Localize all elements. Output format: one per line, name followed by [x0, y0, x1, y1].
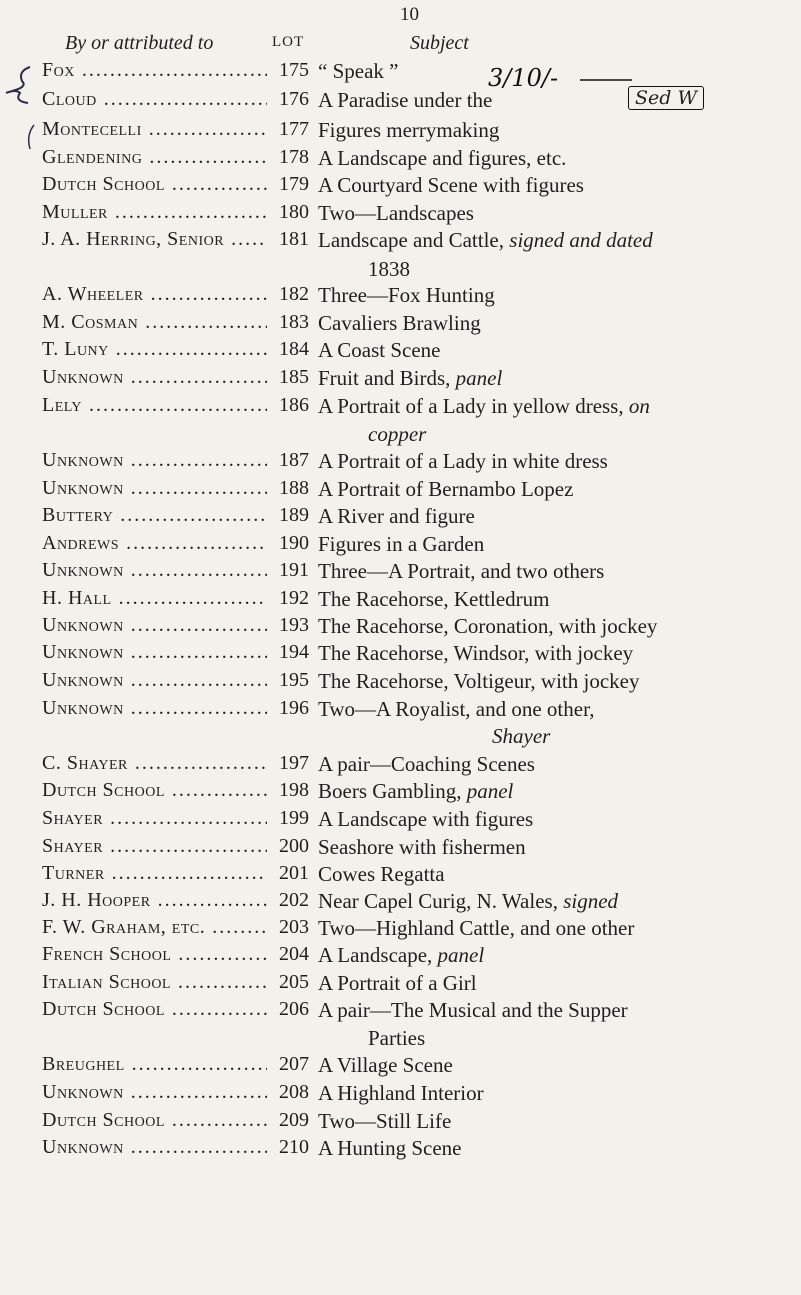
lot-number: 190	[279, 532, 309, 554]
lot-entry-208	[0, 1081, 801, 1103]
lot-entry-195	[0, 669, 801, 691]
artist-name: Unknown .....	[42, 366, 267, 389]
artist-name: Unknown .....	[42, 1081, 267, 1104]
lot-subject: A River and figure	[318, 504, 475, 528]
artist-name: Shayer .....	[42, 807, 267, 830]
lot-entry-183	[0, 311, 801, 333]
lot-number: 177	[279, 118, 309, 140]
lot-number: 196	[279, 697, 309, 719]
artist-name: M. Cosman .....	[42, 311, 267, 334]
lot-entry-189	[0, 504, 801, 526]
lot-entry-185	[0, 366, 801, 388]
lot-entry-206	[0, 998, 801, 1020]
artist-name: Unknown .....	[42, 477, 267, 500]
lot-entry-203	[0, 916, 801, 938]
lot-entry-191	[0, 559, 801, 581]
artist-name: Dutch School .....	[42, 998, 267, 1021]
lot-number: 181	[279, 228, 309, 250]
lot-entry-177	[0, 118, 801, 140]
artist-name: Muller .....	[42, 201, 267, 224]
lot-entry-188	[0, 477, 801, 499]
artist-name: Dutch School .....	[42, 779, 267, 802]
lot-entry-193	[0, 614, 801, 636]
artist-name: J. H. Hooper .....	[42, 889, 267, 912]
lot-subject-italic: on	[628, 394, 650, 418]
lot-subject: A Highland Interior	[318, 1081, 484, 1105]
lot-subject: Cavaliers Brawling	[318, 311, 481, 335]
lot-entry-181	[0, 228, 801, 250]
lot-subject: A Landscape and figures, etc.	[318, 146, 567, 170]
lot-subject: “ Speak ”	[318, 59, 399, 83]
lot-number: 189	[279, 504, 309, 526]
artist-name: Andrews .....	[42, 532, 267, 555]
lot-number: 179	[279, 173, 309, 195]
lot-subject: A Hunting Scene	[318, 1136, 462, 1160]
artist-name: Shayer .....	[42, 835, 267, 858]
lot-entry-175	[0, 59, 801, 81]
artist-name: French School .....	[42, 943, 267, 966]
artist-name: Montecelli .....	[42, 118, 267, 141]
lot-number: 188	[279, 477, 309, 499]
lot-subject: A Courtyard Scene with figures	[318, 173, 584, 197]
lot-number: 176	[279, 88, 309, 110]
lot-number: 199	[279, 807, 309, 829]
price-note-text: 3/10/-	[488, 64, 559, 92]
lot-entry-199	[0, 807, 801, 829]
lot-number: 195	[279, 669, 309, 691]
lot-subject-italic: signed and dated	[509, 228, 653, 252]
artist-name: H. Hall .....	[42, 587, 267, 610]
lot-subject: Seashore with fishermen	[318, 835, 526, 859]
lot-entry-190	[0, 532, 801, 554]
lot-number: 180	[279, 201, 309, 223]
artist-name: Fox .....	[42, 59, 267, 82]
lot-number: 182	[279, 283, 309, 305]
artist-name: Unknown .....	[42, 559, 267, 582]
lot-number: 184	[279, 338, 309, 360]
page-number: 10	[400, 4, 419, 25]
lot-number: 175	[279, 59, 309, 81]
artist-name: Glendening .....	[42, 146, 267, 169]
lot-subject: A Paradise under the	[318, 88, 493, 112]
lot-entry-205	[0, 971, 801, 993]
lot-entry-198	[0, 779, 801, 801]
lot-subject-continuation: Shayer	[492, 724, 551, 748]
lot-entry-187	[0, 449, 801, 471]
lot-entry-182	[0, 283, 801, 305]
lot-number: 203	[279, 916, 309, 938]
lot-number: 200	[279, 835, 309, 857]
lot-subject: Three—Fox Hunting	[318, 283, 495, 307]
lot-number: 193	[279, 614, 309, 636]
lot-number: 207	[279, 1053, 309, 1075]
header-lot: LOT	[272, 34, 305, 50]
artist-name: Cloud .....	[42, 88, 267, 111]
artist-name: F. W. Graham, etc. .....	[42, 916, 267, 939]
lot-subject: Two—Still Life	[318, 1109, 452, 1133]
lot-subject: Fruit and Birds, panel	[318, 366, 503, 390]
header-subject: Subject	[410, 32, 469, 54]
lot-subject: A Portrait of Bernambo Lopez	[318, 477, 574, 501]
artist-name: Unknown .....	[42, 449, 267, 472]
lot-entry-201	[0, 862, 801, 884]
handwritten-price-note	[488, 60, 638, 110]
artist-name: A. Wheeler .....	[42, 283, 267, 306]
artist-name: Breughel .....	[42, 1053, 267, 1076]
lot-subject: Cowes Regatta	[318, 862, 445, 886]
lot-subject-continuation: copper	[368, 422, 427, 446]
lot-subject: Boers Gambling, panel	[318, 779, 514, 803]
artist-name: Unknown .....	[42, 669, 267, 692]
artist-name: Unknown .....	[42, 641, 267, 664]
lot-entry-184	[0, 338, 801, 360]
artist-name: Unknown .....	[42, 1136, 267, 1159]
lot-subject: Figures in a Garden	[318, 532, 485, 556]
lot-number: 202	[279, 889, 309, 911]
lot-number: 206	[279, 998, 309, 1020]
artist-name: Turner .....	[42, 862, 267, 885]
lot-number: 208	[279, 1081, 309, 1103]
artist-name: Lely .....	[42, 394, 267, 417]
lot-subject: A Village Scene	[318, 1053, 453, 1077]
lot-subject: Landscape and Cattle, signed and dated	[318, 228, 653, 252]
lot-number: 187	[279, 449, 309, 471]
lot-entry-178	[0, 146, 801, 168]
lot-entry-207	[0, 1053, 801, 1075]
lot-subject-italic: panel	[437, 943, 485, 967]
lot-subject: A Portrait of a Lady in white dress	[318, 449, 608, 473]
lot-subject: A Landscape, panel	[318, 943, 485, 967]
lot-entry-194	[0, 641, 801, 663]
lot-number: 192	[279, 587, 309, 609]
lot-entry-202	[0, 889, 801, 911]
lot-entry-210	[0, 1136, 801, 1158]
lot-number: 205	[279, 971, 309, 993]
lot-entry-180	[0, 201, 801, 223]
lot-subject-continuation: 1838	[368, 257, 410, 281]
lot-subject-italic: panel	[466, 779, 514, 803]
lot-subject: The Racehorse, Windsor, with jockey	[318, 641, 634, 665]
lot-number: 204	[279, 943, 309, 965]
artist-name: Unknown .....	[42, 697, 267, 720]
lot-subject: Figures merrymaking	[318, 118, 500, 142]
lot-number: 194	[279, 641, 309, 663]
lot-subject: A Coast Scene	[318, 338, 441, 362]
lot-subject: The Racehorse, Kettledrum	[318, 587, 550, 611]
artist-name: C. Shayer .....	[42, 752, 267, 775]
lot-entry-196	[0, 697, 801, 719]
lot-entry-200	[0, 835, 801, 857]
lot-subject: A Landscape with figures	[318, 807, 534, 831]
lot-subject: A Portrait of a Lady in yellow dress, on	[318, 394, 650, 418]
lot-number: 209	[279, 1109, 309, 1131]
lot-subject: Two—A Royalist, and one other,	[318, 697, 595, 721]
artist-name: T. Luny .....	[42, 338, 267, 361]
lot-subject: The Racehorse, Coronation, with jockey	[318, 614, 658, 638]
artist-name: Dutch School .....	[42, 1109, 267, 1132]
lot-subject: Two—Highland Cattle, and one other	[318, 916, 635, 940]
lot-subject: Near Capel Curig, N. Wales, signed	[318, 889, 619, 913]
lot-entry-204	[0, 943, 801, 965]
lot-number: 178	[279, 146, 309, 168]
lot-entry-197	[0, 752, 801, 774]
artist-name: Italian School .....	[42, 971, 267, 994]
artist-name: Unknown .....	[42, 614, 267, 637]
lot-entry-186	[0, 394, 801, 416]
lot-subject: A pair—The Musical and the Supper	[318, 998, 628, 1022]
header-artist: By or attributed to	[65, 32, 214, 54]
lot-subject: The Racehorse, Voltigeur, with jockey	[318, 669, 640, 693]
lot-number: 183	[279, 311, 309, 333]
lot-subject-italic: panel	[455, 366, 503, 390]
lot-subject-continuation: Parties	[368, 1026, 426, 1050]
lot-number: 201	[279, 862, 309, 884]
lot-entry-179	[0, 173, 801, 195]
lot-subject: A Portrait of a Girl	[318, 971, 477, 995]
lot-number: 198	[279, 779, 309, 801]
handwritten-subject-correction: Sed W	[628, 86, 704, 110]
artist-name: Buttery .....	[42, 504, 267, 527]
lot-number: 186	[279, 394, 309, 416]
lot-number: 185	[279, 366, 309, 388]
lot-subject: Three—A Portrait, and two others	[318, 559, 605, 583]
artist-name: J. A. Herring, Senior .....	[42, 228, 267, 251]
lot-subject: A pair—Coaching Scenes	[318, 752, 535, 776]
lot-subject-italic: signed	[563, 889, 619, 913]
lot-subject: Two—Landscapes	[318, 201, 474, 225]
lot-entry-209	[0, 1109, 801, 1131]
lot-number: 210	[279, 1136, 309, 1158]
lot-number: 197	[279, 752, 309, 774]
lot-number: 191	[279, 559, 309, 581]
lot-entry-192	[0, 587, 801, 609]
artist-name: Dutch School .....	[42, 173, 267, 196]
